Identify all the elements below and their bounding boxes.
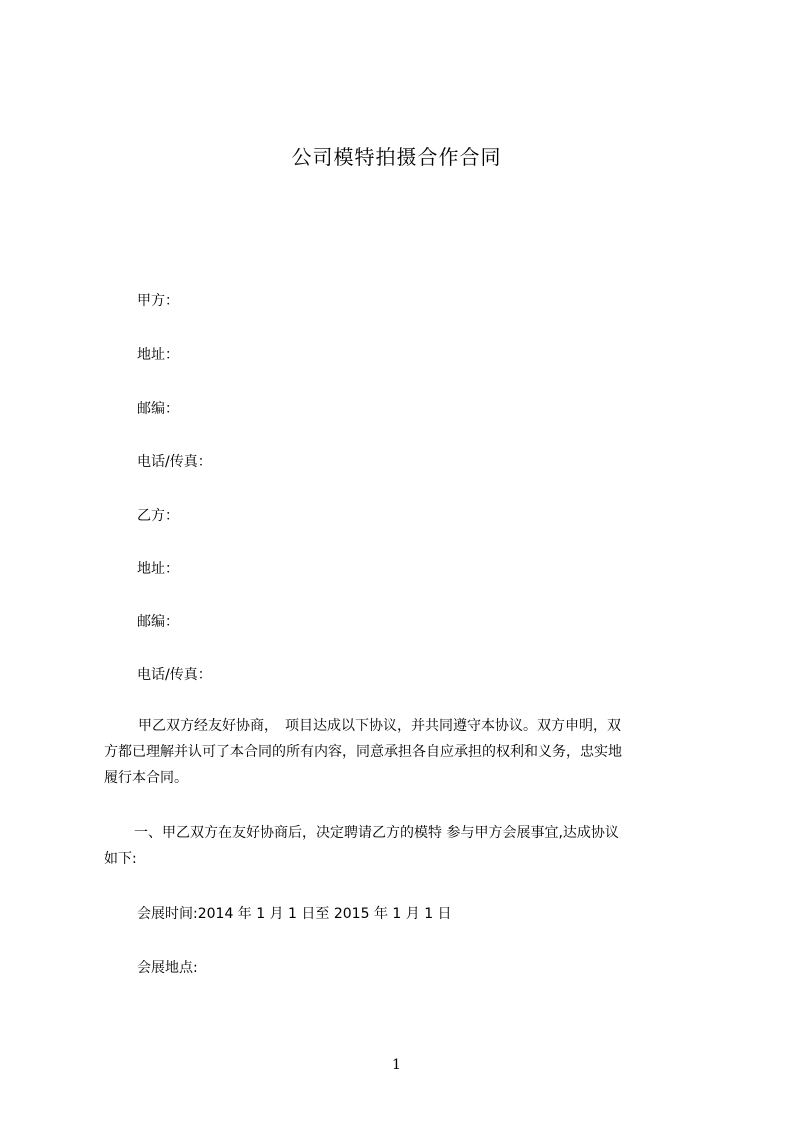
document-title: 公司模特拍摄合作合同 xyxy=(291,145,502,169)
party-a-postcode-label: 邮编： xyxy=(137,401,179,417)
exhibition-time: 会展时间:2014 年 1 月 1 日至 2015 年 1 月 1 日 xyxy=(137,906,452,922)
party-a-phone-label: 电话/传真： xyxy=(137,454,212,470)
party-b-name-label: 乙方： xyxy=(137,508,179,524)
preamble-line: 方都已理解并认可了本合同的所有内容，同意承担各自应承担的权利和义务，忠实地 xyxy=(104,744,622,760)
preamble-line: 甲乙双方经友好协商， 项目达成以下协议，并共同遵守本协议。双方申明，双 xyxy=(138,718,621,734)
clause-one-paragraph xyxy=(104,820,700,872)
party-b-postcode-label: 邮编： xyxy=(137,614,179,630)
party-a-address-label: 地址： xyxy=(137,347,179,363)
clause-one-line: 一、甲乙双方在友好协商后，决定聘请乙方的模特 参与甲方会展事宜,达成协议 xyxy=(134,825,619,841)
exhibition-location-label: 会展地点: xyxy=(137,960,198,976)
preamble-line: 履行本合同。 xyxy=(104,770,188,786)
page-number: 1 xyxy=(392,1057,401,1073)
party-a-name-label: 甲方： xyxy=(137,293,179,309)
party-b-phone-label: 电话/传真： xyxy=(137,667,212,683)
clause-one-line: 如下: xyxy=(104,851,137,867)
preamble-paragraph xyxy=(104,713,700,791)
party-b-address-label: 地址： xyxy=(137,561,179,577)
